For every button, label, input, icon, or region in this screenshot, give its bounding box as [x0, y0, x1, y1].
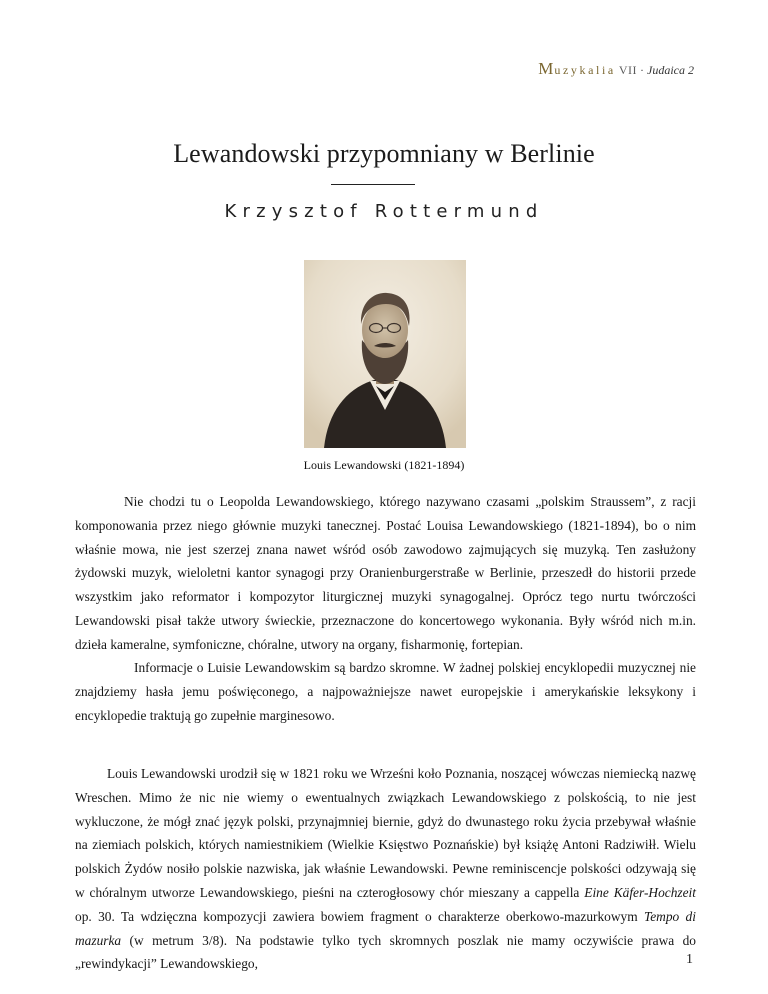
article-title: Lewandowski przypomniany w Berlinie: [173, 139, 595, 168]
article-author: Krzysztof Rottermund: [224, 201, 544, 222]
paragraph-3-part-1: Louis Lewandowski urodził się w 1821 roku we Wrześni koło Poznania, noszącej wówczas niemiecką nazwę Wreschen. Mimo że nic nie wiemy o ewentualnych związkach Lewandowskiego z polskością, to nie jest wykluczone, że mógł znać język polski, przynajmniej biernie, gdyż do dwunastego roku życia przebywał właśnie na ziemiach polskich, których namiestnikiem (Wielkie Księstwo Poznańskie) był książę Antoni Radziwiłł. Wielu polskich Żydów nosiło polskie nazwiska, jak właśnie Lewandowski. Pewne reminiscencje polskości odzywają się w chóralnym utworze Lewandowskiego, pieśni na czterogłosowy chór mieszany a cappella: [75, 766, 696, 900]
volume-number: VII: [618, 63, 637, 77]
journal-title: Judaica 2: [647, 63, 694, 77]
paragraph-3: [75, 762, 696, 976]
running-header: [538, 59, 694, 79]
header-separator: ·: [640, 63, 644, 77]
tempo-marking: Tempo di mazurka: [75, 908, 696, 948]
series-initial: M: [538, 59, 555, 78]
paragraph-1: Nie chodzi tu o Leopolda Lewandowskiego, którego nazywano czasami „polskim Straussem”, z racji komponowania przez niego głównie muzyki tanecznej. Postać Louisa Lewandowskiego (1821-1894), bo o nim właśnie mowa, nie jest szerzej znana nawet wśród osób zawodowo zajmujących się muzyką. Ten zasłużony żydowski muzyk, wieloletni kantor synagogi przy Oranienburgerstraße w Berlinie, przeszedł do historii przede wszystkim jako reformator i kompozytor liturgicznej muzyki synagogalnej. Oprócz tego nurtu twórczości Lewandowski pisał także utwory świeckie, przeznaczone do koncertowego wykonania. Były wśród nich m.in. dzieła kameralne, symfoniczne, chóralne, utwory na organy, fisharmonię, fortepian.: [75, 494, 696, 652]
work-title: Eine Käfer-Hochzeit: [584, 884, 697, 900]
page-number: 1: [686, 952, 693, 967]
title-rule: [331, 184, 415, 185]
paragraph-3-part-2: op. 30. Ta wdzięczna kompozycji zawiera bowiem fragment o charakterze oberkowo-mazurkowym: [75, 908, 644, 924]
paragraph-2: Informacje o Luisie Lewandowskim są bardzo skromne. W żadnej polskiej encyklopedii muzycznej nie znajdziemy hasła jemu poświęconego, a najpoważniejsze nawet europejskie i amerykańskie leksykony i encyklopedie traktują go zupełnie marginesowo.: [75, 660, 696, 723]
portrait-photo: [304, 260, 466, 448]
paragraph-3-part-3: (w metrum 3/8). Na podstawie tylko tych skromnych poszlak nie mamy oczywiście prawa do „rewindykacji” Lewandowskiego,: [75, 932, 696, 972]
portrait-caption: Louis Lewandowski (1821-1894): [303, 458, 465, 472]
series-name: uzykalia: [554, 63, 616, 77]
